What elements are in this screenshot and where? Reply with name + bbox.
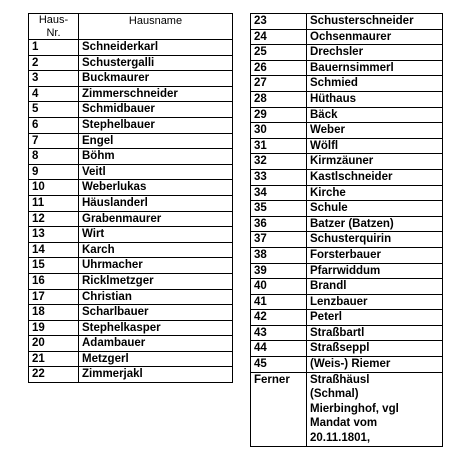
house-name-line: (Schmal) — [310, 388, 359, 401]
house-number-cell: 1 — [29, 40, 79, 56]
table-row — [29, 273, 233, 289]
house-number-cell: 28 — [251, 91, 307, 107]
house-number-cell: 40 — [251, 279, 307, 295]
house-number-cell: 44 — [251, 341, 307, 357]
house-name-cell: Buckmaurer — [79, 71, 233, 87]
table-row — [29, 320, 233, 336]
house-name-cell: Stephelkasper — [79, 320, 233, 336]
table-row — [29, 242, 233, 258]
house-name-cell: Weberlukas — [79, 180, 233, 196]
table-row — [251, 14, 443, 30]
house-name-cell: Scharlbauer — [79, 305, 233, 321]
house-name-cell: Batzer (Batzen) — [307, 216, 443, 232]
house-number-cell: 38 — [251, 247, 307, 263]
house-name-cell: Schmidbauer — [79, 102, 233, 118]
house-name-cell: Wirt — [79, 227, 233, 243]
table-row — [251, 247, 443, 263]
house-name-cell: Engel — [79, 133, 233, 149]
house-number-cell: 11 — [29, 195, 79, 211]
table-row — [29, 164, 233, 180]
house-number-cell: 33 — [251, 169, 307, 185]
house-name-line: Mierbinghof, vgl — [310, 402, 399, 415]
house-number-cell: 18 — [29, 305, 79, 321]
table-row — [251, 169, 443, 185]
house-name-cell — [307, 372, 443, 446]
table-row — [29, 336, 233, 352]
table-row — [251, 45, 443, 61]
house-name-cell: (Weis-) Riemer — [307, 357, 443, 373]
house-number-cell: 26 — [251, 60, 307, 76]
house-number-cell: 27 — [251, 76, 307, 92]
house-number-cell: 19 — [29, 320, 79, 336]
house-names-table-left — [28, 13, 233, 383]
house-name-cell: Kastlschneider — [307, 169, 443, 185]
table-row — [251, 294, 443, 310]
house-number-cell: 6 — [29, 117, 79, 133]
table-row — [251, 107, 443, 123]
table-row — [251, 341, 443, 357]
house-number-cell: 20 — [29, 336, 79, 352]
table-row — [251, 60, 443, 76]
house-number-cell: 45 — [251, 357, 307, 373]
house-number-cell: 34 — [251, 185, 307, 201]
house-number-cell: 2 — [29, 55, 79, 71]
house-number-cell: 10 — [29, 180, 79, 196]
house-number-cell: 23 — [251, 14, 307, 30]
table-row — [29, 195, 233, 211]
table-row — [29, 305, 233, 321]
house-name-cell: Schmied — [307, 76, 443, 92]
house-name-line: 20.11.1801, — [310, 432, 371, 445]
house-name-cell: Adambauer — [79, 336, 233, 352]
house-name-cell: Straßseppl — [307, 341, 443, 357]
house-number-cell: 31 — [251, 138, 307, 154]
table-row — [29, 351, 233, 367]
table-row — [251, 310, 443, 326]
table-row — [251, 232, 443, 248]
house-name-cell: Wölfl — [307, 138, 443, 154]
house-number-cell: 29 — [251, 107, 307, 123]
house-number-cell: 22 — [29, 367, 79, 383]
table-row — [251, 216, 443, 232]
table-row — [29, 149, 233, 165]
house-name-cell: Ochsenmaurer — [307, 29, 443, 45]
house-name-cell: Drechsler — [307, 45, 443, 61]
table-row — [29, 180, 233, 196]
table-row — [251, 29, 443, 45]
house-name-cell: Zimmerschneider — [79, 86, 233, 102]
house-name-cell: Hüthaus — [307, 91, 443, 107]
table-row — [29, 258, 233, 274]
table-header-row — [29, 14, 233, 40]
table-row — [251, 263, 443, 279]
table-row — [251, 201, 443, 217]
house-number-cell: 5 — [29, 102, 79, 118]
house-name-cell: Karch — [79, 242, 233, 258]
house-name-cell: Schusterschneider — [307, 14, 443, 30]
header-house-number: Haus- Nr. — [29, 14, 79, 40]
house-number-cell: 7 — [29, 133, 79, 149]
house-name-line: Mandat vom — [310, 417, 378, 430]
house-name-cell: Stephelbauer — [79, 117, 233, 133]
house-names-table-right — [250, 13, 443, 447]
table-row-ferner — [251, 372, 443, 446]
house-number-cell: 17 — [29, 289, 79, 305]
house-name-cell: Ricklmetzger — [79, 273, 233, 289]
house-number-cell: 39 — [251, 263, 307, 279]
house-name-line: Straßhäusl — [310, 373, 370, 386]
house-number-cell: 12 — [29, 211, 79, 227]
house-number-cell: 42 — [251, 310, 307, 326]
table-row — [29, 227, 233, 243]
house-name-cell: Schustergalli — [79, 55, 233, 71]
house-number-cell: 4 — [29, 86, 79, 102]
house-number-cell: 14 — [29, 242, 79, 258]
house-number-cell: 35 — [251, 201, 307, 217]
house-name-cell: Metzgerl — [79, 351, 233, 367]
house-name-cell: Kirmzäuner — [307, 154, 443, 170]
house-number-cell: 32 — [251, 154, 307, 170]
table-row — [251, 185, 443, 201]
house-name-cell: Veitl — [79, 164, 233, 180]
house-number-cell: 9 — [29, 164, 79, 180]
table-row — [251, 138, 443, 154]
house-name-cell: Weber — [307, 123, 443, 139]
house-name-cell: Forsterbauer — [307, 247, 443, 263]
table-row — [251, 123, 443, 139]
house-name-cell: Lenzbauer — [307, 294, 443, 310]
house-number-cell: 30 — [251, 123, 307, 139]
table-row — [29, 71, 233, 87]
house-name-cell: Schule — [307, 201, 443, 217]
house-name-cell: Schneiderkarl — [79, 40, 233, 56]
table-row — [29, 102, 233, 118]
house-name-cell: Böhm — [79, 149, 233, 165]
house-name-cell: Brandl — [307, 279, 443, 295]
house-number-cell: 43 — [251, 325, 307, 341]
house-number-cell: 8 — [29, 149, 79, 165]
table-row — [251, 91, 443, 107]
table-row — [251, 279, 443, 295]
table-row — [251, 325, 443, 341]
house-number-cell: 25 — [251, 45, 307, 61]
house-name-cell: Bauernsimmerl — [307, 60, 443, 76]
house-name-cell: Zimmerjakl — [79, 367, 233, 383]
table-row — [251, 357, 443, 373]
house-name-cell: Kirche — [307, 185, 443, 201]
table-row — [29, 86, 233, 102]
table-row — [29, 133, 233, 149]
table-row — [29, 117, 233, 133]
house-name-cell: Peterl — [307, 310, 443, 326]
house-name-cell: Häuslanderl — [79, 195, 233, 211]
house-name-cell: Bäck — [307, 107, 443, 123]
house-number-cell: 41 — [251, 294, 307, 310]
house-name-cell: Schusterquirin — [307, 232, 443, 248]
house-name-cell: Christian — [79, 289, 233, 305]
house-number-cell: 36 — [251, 216, 307, 232]
house-number-cell: 21 — [29, 351, 79, 367]
house-number-cell: 24 — [251, 29, 307, 45]
house-name-cell: Uhrmacher — [79, 258, 233, 274]
table-row — [29, 55, 233, 71]
house-number-cell: Ferner — [251, 372, 307, 446]
house-number-cell: 3 — [29, 71, 79, 87]
house-name-cell: Straßbartl — [307, 325, 443, 341]
house-number-cell: 37 — [251, 232, 307, 248]
house-number-cell: 16 — [29, 273, 79, 289]
house-number-cell: 13 — [29, 227, 79, 243]
table-row — [29, 40, 233, 56]
table-row — [251, 154, 443, 170]
house-number-cell: 15 — [29, 258, 79, 274]
header-house-name: Hausname — [79, 14, 233, 40]
table-row — [29, 289, 233, 305]
table-row — [29, 211, 233, 227]
house-name-cell: Grabenmaurer — [79, 211, 233, 227]
house-name-cell: Pfarrwiddum — [307, 263, 443, 279]
table-row — [251, 76, 443, 92]
table-row — [29, 367, 233, 383]
